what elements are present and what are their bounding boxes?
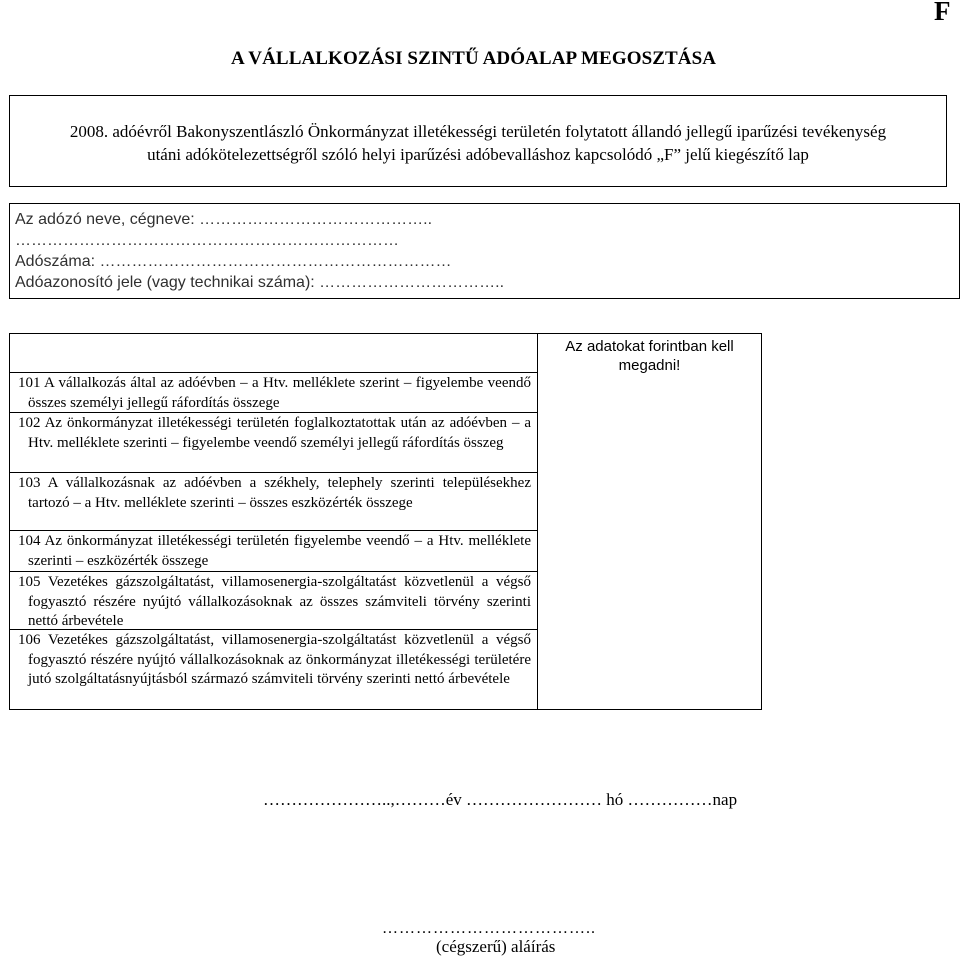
tax-number-field[interactable]: Adószáma: ………………………………………………………… bbox=[15, 253, 452, 270]
intro-box bbox=[9, 95, 947, 187]
signature-line[interactable]: ……………………………….. bbox=[382, 920, 596, 937]
taxpayer-box bbox=[9, 203, 960, 299]
row-label: 103 A vállalkozásnak az adóévben a székhely, telephely szerinti településekhez tartozó – a Htv. melléklete szerinti – összes eszközérték összege bbox=[18, 475, 531, 511]
tax-id-field[interactable]: Adóazonosító jele (vagy technikai száma): …………………………….. bbox=[15, 274, 505, 291]
taxpayer-name-continuation[interactable]: ……………………………………………………………… bbox=[15, 232, 399, 249]
date-line[interactable]: …………………..,………év …………………… hó ……………nap bbox=[263, 790, 738, 809]
intro-line-1: 2008. adóévről Bakonyszentlászló Önkormányzat illetékességi területén folytatott állandó jellegű iparűzési tevékenység bbox=[69, 122, 887, 141]
row-label: 101 A vállalkozás által az adóévben – a Htv. melléklete szerint – figyelembe veendő összes személyi jellegű ráfordítás összege bbox=[18, 375, 531, 411]
table-row-106 bbox=[10, 629, 537, 709]
signature-label: (cégszerű) aláírás bbox=[436, 937, 556, 956]
table-row-103 bbox=[10, 472, 537, 530]
table-row-104 bbox=[10, 530, 537, 571]
taxpayer-name-field[interactable]: Az adózó neve, cégneve: …………………………………….. bbox=[15, 211, 433, 228]
page-title: A VÁLLALKOZÁSI SZINTŰ ADÓALAP MEGOSZTÁSA bbox=[231, 48, 717, 69]
row-label: 102 Az önkormányzat illetékességi területén foglalkoztatottak után az adóévben – a Htv. melléklete szerinti – figyelembe veendő személyi jellegű ráfordítás összeg bbox=[18, 415, 531, 451]
label-column bbox=[10, 334, 538, 709]
currency-note: Az adatokat forintban kell megadni! bbox=[565, 338, 734, 374]
row-label: 105 Vezetékes gázszolgáltatást, villamosenergia-szolgáltatást közvetlenül a végső fogyasztó részére nyújtó vállalkozásoknak az összes számviteli törvény szerinti nettó árbevétele bbox=[18, 574, 531, 629]
table-row-102 bbox=[10, 412, 537, 472]
intro-line-2: utáni adókötelezettségről szóló helyi iparűzési adóbevalláshoz kapcsolódó „F” jelű kiegészítő lap bbox=[147, 145, 809, 164]
row-label: 106 Vezetékes gázszolgáltatást, villamosenergia-szolgáltatást közvetlenül a végső fogyasztó részére nyújtó vállalkozásoknak az önkormányzat illetékességi területére jutó szolgáltatásnyújtásból származó számviteli törvény szerinti nettó árbevétele bbox=[18, 632, 531, 687]
table-row-105 bbox=[10, 571, 537, 629]
data-table bbox=[9, 333, 762, 710]
table-row-101 bbox=[10, 372, 537, 412]
form-letter: F bbox=[934, 0, 951, 26]
amount-column[interactable] bbox=[538, 334, 762, 709]
row-label: 104 Az önkormányzat illetékességi területén figyelembe veendő – a Htv. melléklete szerinti – eszközérték összege bbox=[18, 533, 531, 569]
